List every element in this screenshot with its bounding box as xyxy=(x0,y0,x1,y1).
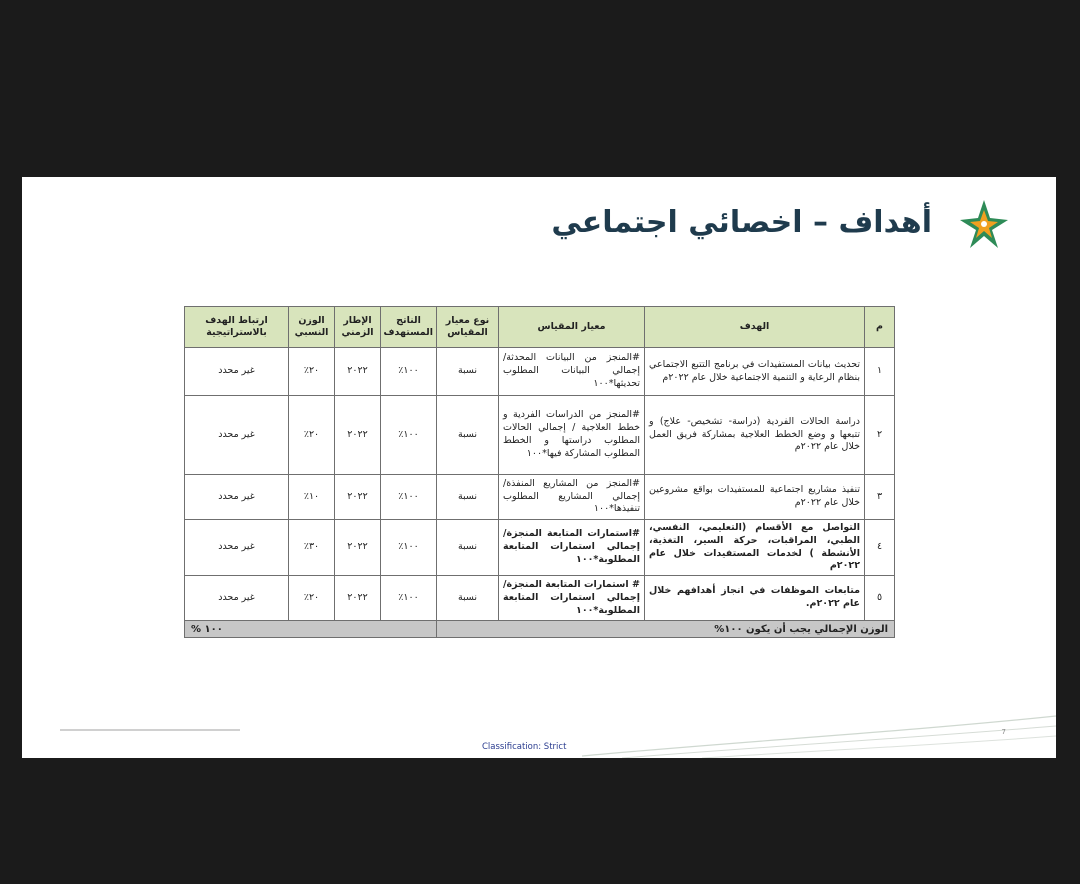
total-value: ١٠٠ % xyxy=(185,621,437,638)
header-weight: الوزن النسبي xyxy=(289,307,335,348)
cell-criterion: #المنجز من البيانات المحدثة/إجمالي البيانات المطلوب تحديثها*١٠٠ xyxy=(499,348,645,396)
slide xyxy=(22,177,1056,758)
cell-timeframe: ٢٠٢٢ xyxy=(335,396,381,475)
cell-type: نسبة xyxy=(437,475,499,520)
cell-type: نسبة xyxy=(437,520,499,576)
cell-weight: ٣٠٪ xyxy=(289,520,335,576)
cell-num: ٥ xyxy=(865,576,895,621)
header-target: الناتج المستهدف xyxy=(381,307,437,348)
classification-label: Classification: Strict xyxy=(482,742,567,752)
page-number: 7 xyxy=(1001,728,1006,736)
table-row xyxy=(185,348,895,396)
cell-timeframe: ٢٠٢٢ xyxy=(335,576,381,621)
cell-goal: تنفيذ مشاريع اجتماعية للمستفيدات بواقع مشروعين خلال عام ٢٠٢٢م xyxy=(645,475,865,520)
cell-type: نسبة xyxy=(437,348,499,396)
cell-target: ١٠٠٪ xyxy=(381,576,437,621)
table-row xyxy=(185,475,895,520)
total-label: الوزن الإجمالي يجب أن يكون ١٠٠% xyxy=(437,621,895,638)
decorative-lines-icon xyxy=(582,712,1056,758)
cell-target: ١٠٠٪ xyxy=(381,475,437,520)
header-criterion: معيار المقياس xyxy=(499,307,645,348)
cell-num: ٤ xyxy=(865,520,895,576)
cell-strategy: غير محدد xyxy=(185,396,289,475)
cell-criterion: #المنجز من الدراسات الفردية و خطط العلاجية / إجمالي الحالات المطلوب دراستها و الخطط المطلوب المشاركة فيها*١٠٠ xyxy=(499,396,645,475)
cell-timeframe: ٢٠٢٢ xyxy=(335,475,381,520)
footer-copyright-icon xyxy=(60,727,240,735)
cell-type: نسبة xyxy=(437,576,499,621)
cell-strategy: غير محدد xyxy=(185,576,289,621)
cell-criterion: # استمارات المتابعة المنجزة/إجمالي استمارات المتابعة المطلوبة*١٠٠ xyxy=(499,576,645,621)
header-num: م xyxy=(865,307,895,348)
header-timeframe: الإطار الزمني xyxy=(335,307,381,348)
cell-timeframe: ٢٠٢٢ xyxy=(335,348,381,396)
cell-strategy: غير محدد xyxy=(185,475,289,520)
goals-table xyxy=(184,306,895,638)
cell-goal: تحديث بيانات المستفيدات في برنامج التتبع الاجتماعي بنظام الرعاية و التنمية الاجتماعية خلال عام ٢٠٢٢م xyxy=(645,348,865,396)
cell-target: ١٠٠٪ xyxy=(381,348,437,396)
header-type: نوع معيار المقياس xyxy=(437,307,499,348)
cell-goal: دراسة الحالات الفردية (دراسة- تشخيص- علاج) و تتبعها و وضع الخطط العلاجية بمشاركة فريق العمل خلال عام ٢٠٢٢م xyxy=(645,396,865,475)
cell-strategy: غير محدد xyxy=(185,348,289,396)
cell-weight: ١٠٪ xyxy=(289,475,335,520)
table-header-row xyxy=(185,307,895,348)
cell-num: ٢ xyxy=(865,396,895,475)
header-strategy: ارتباط الهدف بالاستراتيجية xyxy=(185,307,289,348)
cell-strategy: غير محدد xyxy=(185,520,289,576)
cell-num: ١ xyxy=(865,348,895,396)
cell-target: ١٠٠٪ xyxy=(381,520,437,576)
header-goal: الهدف xyxy=(645,307,865,348)
cell-target: ١٠٠٪ xyxy=(381,396,437,475)
ministry-star-logo-icon xyxy=(954,197,1014,251)
total-row xyxy=(185,621,895,638)
cell-weight: ٢٠٪ xyxy=(289,396,335,475)
cell-weight: ٢٠٪ xyxy=(289,348,335,396)
cell-goal: التواصل مع الأقسام (التعليمي، النفسي، الطبي، المراقبات، حركة السير، التغذية، الأنشطة ) لخدمات المستفيدات خلال عام ٢٠٢٢م xyxy=(645,520,865,576)
cell-num: ٣ xyxy=(865,475,895,520)
cell-weight: ٢٠٪ xyxy=(289,576,335,621)
cell-timeframe: ٢٠٢٢ xyxy=(335,520,381,576)
cell-criterion: #استمارات المتابعة المنجزة/إجمالي استمارات المتابعة المطلوبة*١٠٠ xyxy=(499,520,645,576)
cell-goal: متابعات الموظفات في انجاز أهدافهم خلال عام ٢٠٢٢م. xyxy=(645,576,865,621)
cell-criterion: #المنجز من المشاريع المنفذة/إجمالي المشاريع المطلوب تنفيذها*١٠٠ xyxy=(499,475,645,520)
slide-title: أهداف – اخصائي اجتماعي xyxy=(551,205,932,240)
table-row xyxy=(185,520,895,576)
table-row xyxy=(185,396,895,475)
cell-type: نسبة xyxy=(437,396,499,475)
table-row xyxy=(185,576,895,621)
